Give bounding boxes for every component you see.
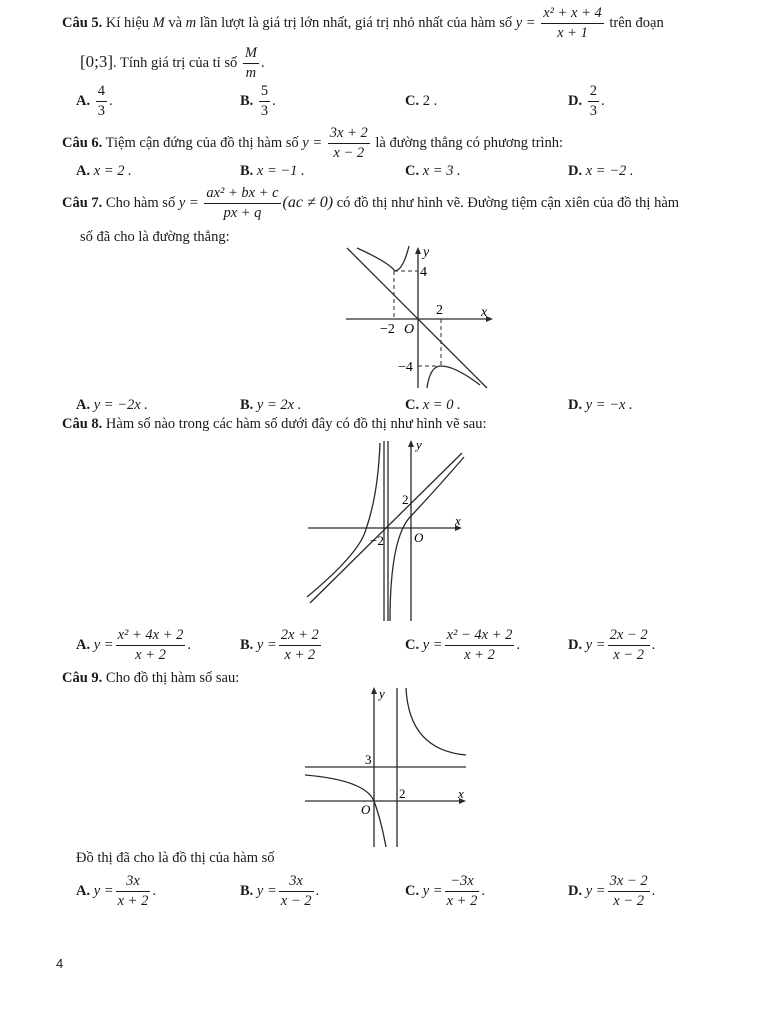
q5-option-d[interactable]: D. $\frac{2}{3}$ . bbox=[568, 83, 605, 120]
option-letter: D. bbox=[568, 883, 583, 900]
option-letter: A. bbox=[76, 883, 91, 900]
option-letter: D. bbox=[568, 637, 583, 654]
x-axis-label: x bbox=[458, 786, 464, 801]
upper-branch-curve bbox=[357, 246, 409, 271]
q8-text: Hàm số nào trong các hàm số dưới đây có đồ thị như hình vẽ sau: bbox=[105, 416, 487, 432]
q7-text: Cho hàm số bbox=[105, 195, 176, 212]
q8-option-a[interactable] bbox=[76, 628, 191, 663]
q5-option-a[interactable]: A. $\frac{4}{3}$ . bbox=[76, 83, 113, 120]
option-fraction bbox=[608, 628, 650, 663]
punctuation: . bbox=[152, 883, 156, 900]
option-letter: C. bbox=[405, 397, 420, 413]
q7-condition: (ac ≠ 0) bbox=[282, 194, 334, 212]
option-value: 2 . bbox=[422, 93, 438, 109]
fraction-numerator: 2x − 2 bbox=[608, 628, 650, 646]
option-fraction bbox=[445, 874, 480, 909]
q9-line2 bbox=[76, 850, 275, 867]
q5-line2: [0;3]. Tính giá trị của tỉ số $\frac{M}{m}$ . bbox=[80, 45, 265, 82]
q9-text: Đồ thị đã cho là đồ thị của hàm số bbox=[76, 850, 275, 866]
y-eq: y = bbox=[93, 637, 114, 654]
q7-label: Câu 7. bbox=[62, 195, 103, 212]
q6-option-a[interactable] bbox=[76, 163, 132, 180]
tick-label: −4 bbox=[398, 360, 413, 375]
fraction-denominator: x + 2 bbox=[284, 647, 316, 664]
x-axis-label: x bbox=[481, 305, 488, 320]
y-axis-label: y bbox=[379, 686, 385, 701]
q5-text: Kí hiệu bbox=[105, 15, 150, 32]
fraction-denominator: px + q bbox=[223, 205, 262, 222]
q5-interval: [0;3] bbox=[80, 52, 114, 72]
option-letter: A. bbox=[76, 397, 91, 413]
tick-label: −2 bbox=[370, 533, 384, 548]
option-value: x = 2 . bbox=[93, 163, 132, 179]
fraction-denominator: 3 bbox=[260, 103, 269, 120]
q7-option-b[interactable] bbox=[240, 397, 301, 414]
q8-label: Câu 8. bbox=[62, 416, 103, 432]
fraction-numerator: −3x bbox=[445, 874, 480, 892]
option-letter: B. bbox=[240, 93, 254, 110]
page-number: 4 bbox=[56, 956, 64, 971]
origin-label: O bbox=[414, 530, 424, 545]
option-value: y = 2x . bbox=[256, 397, 302, 413]
q5-option-b[interactable]: B. $\frac{5}{3}$ . bbox=[240, 83, 276, 120]
option-letter: B. bbox=[240, 163, 254, 179]
q5-label: Câu 5. bbox=[62, 15, 103, 32]
q7-text: số đã cho là đường thẳng: bbox=[80, 229, 230, 245]
q7-graph bbox=[330, 240, 510, 400]
q5-text: và bbox=[168, 15, 183, 32]
option-letter: D. bbox=[568, 93, 583, 110]
left-branch-curve bbox=[307, 443, 380, 597]
fraction-denominator: x − 2 bbox=[613, 647, 644, 664]
q9-text: Cho đồ thị hàm số sau: bbox=[105, 670, 240, 686]
fraction-numerator: x² + x + 4 bbox=[541, 6, 604, 24]
fraction-numerator: 4 bbox=[96, 84, 107, 102]
origin-label: O bbox=[404, 322, 415, 337]
y-axis-arrow-icon bbox=[408, 440, 414, 447]
punctuation: . bbox=[315, 883, 320, 900]
q5-option-c[interactable] bbox=[405, 93, 437, 110]
fraction-numerator: 3x bbox=[279, 874, 314, 892]
option-letter: A. bbox=[76, 93, 91, 110]
option-letter: B. bbox=[240, 397, 254, 413]
option-fraction bbox=[588, 84, 599, 119]
tick-label: 2 bbox=[436, 303, 443, 318]
y-eq: y = bbox=[585, 883, 606, 900]
q6-line1 bbox=[62, 126, 563, 161]
fraction-denominator: x + 2 bbox=[446, 893, 478, 910]
q9-line1 bbox=[62, 670, 239, 687]
punctuation: . bbox=[651, 637, 656, 654]
q5-var-m: m bbox=[185, 15, 197, 32]
option-letter: D. bbox=[568, 163, 583, 179]
option-value: y = −2x . bbox=[93, 397, 148, 413]
q8-option-b[interactable] bbox=[240, 628, 323, 663]
q6-function-fraction bbox=[328, 126, 370, 161]
q7-line1 bbox=[62, 186, 679, 221]
x-axis-label: x bbox=[455, 513, 461, 528]
option-fraction bbox=[116, 628, 186, 663]
fraction-denominator: m bbox=[245, 65, 257, 82]
q9-graph bbox=[295, 680, 475, 850]
right-branch-curve bbox=[390, 457, 464, 621]
y-eq: y = bbox=[422, 637, 443, 654]
q9-label: Câu 9. bbox=[62, 670, 103, 686]
tick-label: 2 bbox=[402, 492, 409, 507]
fraction-denominator: x − 2 bbox=[613, 893, 644, 910]
y-axis-label: y bbox=[423, 245, 430, 260]
origin-label: O bbox=[361, 802, 371, 817]
option-letter: B. bbox=[240, 637, 254, 654]
option-value: x = 3 . bbox=[422, 163, 461, 179]
option-letter: A. bbox=[76, 637, 91, 654]
y-eq: y = bbox=[256, 637, 277, 654]
q5-var-M: M bbox=[152, 15, 165, 32]
fraction-denominator: x + 2 bbox=[117, 893, 149, 910]
punctuation: . bbox=[516, 637, 521, 654]
option-letter: C. bbox=[405, 883, 420, 900]
option-value: x = 0 . bbox=[422, 397, 461, 413]
fraction-numerator: ax² + bx + c bbox=[204, 186, 280, 204]
q6-option-b[interactable] bbox=[240, 163, 305, 180]
q8-option-c[interactable] bbox=[405, 628, 520, 663]
q9-option-a[interactable] bbox=[76, 874, 156, 909]
fraction-numerator: 3x + 2 bbox=[328, 126, 370, 144]
y-eq: y = bbox=[422, 883, 443, 900]
y-axis-arrow-icon bbox=[371, 687, 377, 694]
fraction-denominator: x + 2 bbox=[135, 647, 166, 664]
q6-option-d[interactable] bbox=[568, 163, 634, 180]
q5-line1 bbox=[62, 6, 664, 41]
q7-option-c[interactable] bbox=[405, 397, 461, 414]
option-letter: C. bbox=[405, 637, 420, 654]
option-letter: C. bbox=[405, 163, 420, 179]
upper-right-branch-curve bbox=[406, 688, 466, 755]
q8-line1 bbox=[62, 416, 487, 433]
q6-text: Tiệm cận đứng của đồ thị hàm số bbox=[105, 135, 299, 152]
fraction-numerator: 2x + 2 bbox=[279, 628, 321, 646]
fraction-numerator: 5 bbox=[259, 84, 270, 102]
tick-label: −2 bbox=[380, 322, 395, 337]
q7-option-d[interactable] bbox=[568, 397, 633, 414]
y-eq: y = bbox=[585, 637, 606, 654]
q5-ratio-fraction bbox=[243, 46, 259, 81]
fraction-denominator: 3 bbox=[589, 103, 597, 120]
tick-label: 2 bbox=[399, 786, 406, 801]
option-fraction bbox=[279, 874, 314, 909]
option-value: y = −x . bbox=[585, 397, 633, 413]
q5-function-fraction bbox=[541, 6, 604, 41]
option-letter: B. bbox=[240, 883, 254, 900]
q8-option-d[interactable] bbox=[568, 628, 655, 663]
q5-text: lần lượt là giá trị lớn nhất, giá trị nhỏ nhất của hàm số bbox=[199, 15, 513, 32]
option-fraction bbox=[608, 874, 650, 909]
q5-text: trên đoạn bbox=[609, 15, 664, 32]
lower-branch-curve bbox=[427, 366, 480, 388]
fraction-numerator: x² − 4x + 2 bbox=[445, 628, 515, 646]
oblique-asymptote-line bbox=[347, 248, 487, 388]
fraction-denominator: 3 bbox=[97, 103, 105, 120]
q7-text: có đồ thị như hình vẽ. Đường tiệm cận xiên của đồ thị hàm bbox=[336, 195, 680, 212]
option-fraction bbox=[96, 84, 107, 119]
fraction-denominator: x − 2 bbox=[333, 145, 365, 162]
punctuation: . bbox=[481, 883, 485, 900]
option-value: x = −1 . bbox=[256, 163, 305, 179]
option-letter: A. bbox=[76, 163, 91, 179]
fraction-numerator: 2 bbox=[588, 84, 599, 102]
q9-option-d[interactable] bbox=[568, 874, 655, 909]
y-axis-arrow-icon bbox=[415, 247, 421, 254]
q6-option-c[interactable] bbox=[405, 163, 461, 180]
y-eq: y = bbox=[256, 883, 277, 900]
q9-option-c[interactable] bbox=[405, 874, 485, 909]
option-fraction bbox=[279, 628, 321, 663]
q5-text: . Tính giá trị của tỉ số bbox=[113, 55, 238, 72]
option-letter: D. bbox=[568, 397, 583, 413]
q9-option-b[interactable] bbox=[240, 874, 319, 909]
option-value: x = −2 . bbox=[585, 163, 634, 179]
punctuation: . bbox=[651, 883, 656, 900]
y-axis-label: y bbox=[416, 437, 422, 452]
q7-option-a[interactable] bbox=[76, 397, 148, 414]
q6-text: là đường thẳng có phương trình: bbox=[375, 135, 564, 152]
option-fraction bbox=[116, 874, 151, 909]
fraction-numerator: M bbox=[243, 46, 259, 64]
option-letter: C. bbox=[405, 93, 420, 109]
q7-y-eq: y = bbox=[178, 195, 199, 212]
fraction-numerator: 3x − 2 bbox=[608, 874, 650, 892]
q5-y-eq: y = bbox=[515, 15, 536, 32]
tick-label: 3 bbox=[365, 752, 372, 767]
q7-function-fraction bbox=[204, 186, 280, 221]
fraction-denominator: x + 2 bbox=[464, 647, 495, 664]
fraction-numerator: 3x bbox=[116, 874, 151, 892]
tick-label: 4 bbox=[420, 265, 427, 280]
fraction-denominator: x − 2 bbox=[280, 893, 312, 910]
q6-label: Câu 6. bbox=[62, 135, 103, 152]
fraction-denominator: x + 1 bbox=[557, 25, 588, 42]
y-eq: y = bbox=[93, 883, 114, 900]
option-fraction bbox=[259, 84, 270, 119]
option-fraction bbox=[445, 628, 515, 663]
fraction-numerator: x² + 4x + 2 bbox=[116, 628, 186, 646]
q6-y-eq: y = bbox=[302, 135, 323, 152]
q8-graph bbox=[300, 435, 480, 625]
punctuation: . bbox=[187, 637, 192, 654]
q7-line2 bbox=[80, 229, 230, 246]
